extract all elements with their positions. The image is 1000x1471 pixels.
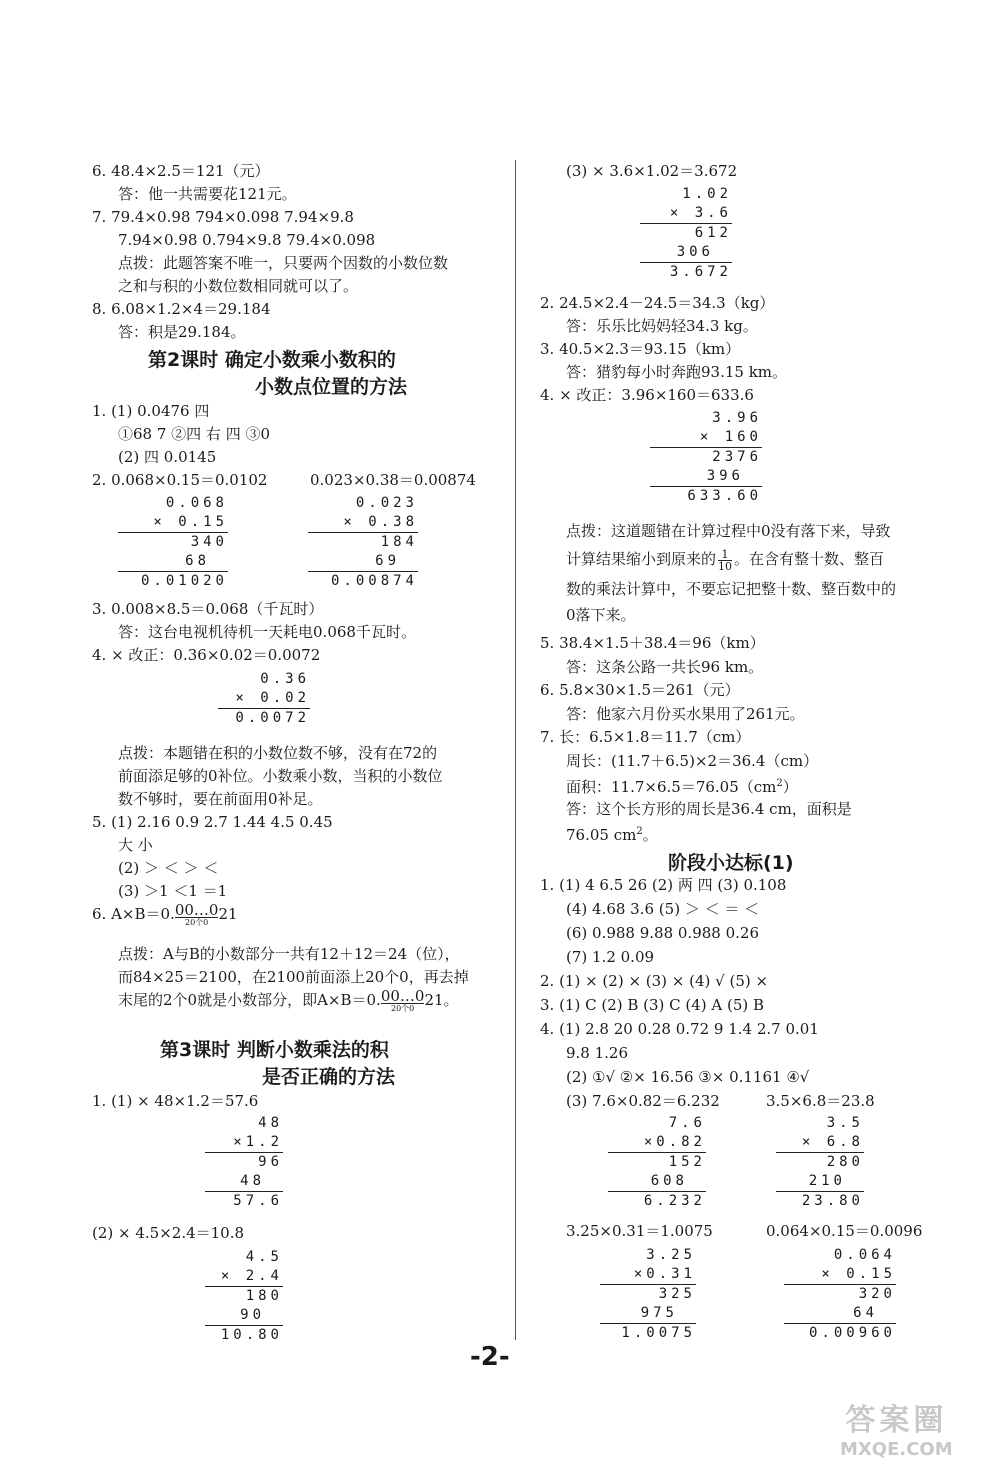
page-number: -2- xyxy=(470,1342,510,1372)
r-answer-7-area: 面积：$11.7\times 6.5=76.05(cm^2)$ xyxy=(566,778,798,796)
r-answer-7-reply: 答：这个长方形的周长是36.4 cm，面积是 xyxy=(566,800,852,818)
l3-answer-1: 1. (1) × 48×1.2＝57.6 xyxy=(92,1092,259,1110)
answer-7: 7. 79.4×0.98 794×0.098 7.94×9.8 xyxy=(92,208,354,226)
r-answer-3: (3) × 3.6×1.02＝3.672 xyxy=(566,162,738,180)
tip-7: 点拨：此题答案不唯一，只要两个因数的小数位数 xyxy=(118,254,449,272)
r-answer-6-reply: 答：他家六月份买水果用了261元。 xyxy=(566,705,805,723)
l3-answer-1-part2: (2) × 4.5×2.4＝10.8 xyxy=(92,1224,245,1242)
l2-tip-4: 点拨：本题错在积的小数位数不够，没有在72的 xyxy=(118,744,438,762)
stage-calc-line: 3.25×0.31＝1.0075 xyxy=(566,1222,713,1240)
vertical-calc: 4.5 × 2.4 180 90 10.80 xyxy=(205,1248,283,1345)
vertical-calc: 0.36 × 0.02 0.0072 xyxy=(218,670,310,728)
l2-answer-3: 3. 0.008×8.5＝0.068（千瓦时） xyxy=(92,600,324,618)
r-answer-2: 2. 24.5×2.4－24.5＝34.3（kg） xyxy=(540,294,775,312)
vertical-calc: 3.25 ×0.31 325 975 1.0075 xyxy=(600,1246,696,1343)
site-watermark: 答案圈 MXQE.COM xyxy=(840,1403,953,1460)
r-answer-5: 5. 38.4×1.5＋38.4＝96（km） xyxy=(540,634,765,652)
r-answer-2-reply: 答：乐乐比妈妈轻34.3 kg。 xyxy=(566,317,758,335)
l2-answer-3-reply: 答：这台电视机待机一天耗电0.068千瓦时。 xyxy=(118,623,416,641)
vertical-calc: 48 ×1.2 96 48 57.6 xyxy=(205,1114,283,1211)
r-answer-5-reply: 答：这条公路一共长96 km。 xyxy=(566,658,764,676)
vertical-calc: 0.064 × 0.15 320 64 0.00960 xyxy=(784,1246,896,1343)
r-answer-7-perimeter: 周长：(11.7＋6.5)×2＝36.4（cm） xyxy=(566,752,819,770)
r-answer-3b-reply: 答：猎豹每小时奔跑93.15 km。 xyxy=(566,363,788,381)
stage-answer-4-part3b: 3.5×6.8＝23.8 xyxy=(766,1092,875,1110)
r-tip-4-line3: 数的乘法计算中，不要忘记把整十数、整百数中的 xyxy=(566,580,897,598)
l2-answer-1-part2: (2) 四 0.0145 xyxy=(118,448,217,466)
l2-tip-4-line2: 前面添足够的0补位。小数乘小数，当积的小数位 xyxy=(118,767,443,785)
stage-calc-line-b: 0.064×0.15＝0.0096 xyxy=(766,1222,923,1240)
vertical-calc: 3.96 × 160 2376 396 633.60 xyxy=(650,409,762,506)
stage-answer-4: 4. (1) 2.8 20 0.28 0.72 9 1.4 2.7 0.01 xyxy=(540,1020,819,1038)
l2-answer-2b: 0.023×0.38＝0.00874 xyxy=(310,471,476,489)
stage-answer-2: 2. (1) × (2) × (3) × (4) √ (5) × xyxy=(540,972,769,990)
r-tip-4: 点拨：这道题错在计算过程中0没有落下来，导致 xyxy=(566,522,891,540)
l2-answer-1-steps: ①68 7 ②四 右 四 ③0 xyxy=(118,425,271,443)
r-tip-4-line2: 计算结果缩小到原来的 $\frac{1}{10}$ 。在含有整十数、整百 xyxy=(566,547,885,573)
lesson-3-title: 第3课时 判断小数乘法的积 xyxy=(160,1039,389,1061)
lesson-2-title: 第2课时 确定小数乘小数积的 xyxy=(148,349,396,371)
r-answer-7-reply2: 76.05 $cm^2$。 xyxy=(566,826,658,844)
lesson-2-subtitle: 小数点位置的方法 xyxy=(255,376,408,398)
stage-answer-1-part7: (7) 1.2 0.09 xyxy=(566,948,655,966)
l2-answer-5: 5. (1) 2.16 0.9 2.7 1.44 4.5 0.45 xyxy=(92,813,333,831)
vertical-calc: 7.6 ×0.82 152 608 6.232 xyxy=(608,1114,706,1211)
answer-8: 8. 6.08×1.2×4＝29.184 xyxy=(92,300,271,318)
answer-6-reply: 答：他一共需要花121元。 xyxy=(118,185,297,203)
stage-answer-1-part6: (6) 0.988 9.88 0.988 0.26 xyxy=(566,924,760,942)
l2-answer-5-part2: (2) ＞ ＜ ＞ ＜ xyxy=(118,859,219,877)
answer-6: 6. 48.4×2.5＝121（元） xyxy=(92,162,270,180)
r-answer-7: 7. 长：6.5×1.8＝11.7（cm） xyxy=(540,728,751,746)
r-tip-4-line4: 0落下来。 xyxy=(566,606,636,624)
r-answer-3b: 3. 40.5×2.3＝93.15（km） xyxy=(540,340,741,358)
stage-answer-4-part3: (3) 7.6×0.82＝6.232 xyxy=(566,1092,720,1110)
vertical-calc: 3.5 × 6.8 280 210 23.80 xyxy=(776,1114,864,1211)
vertical-calc: 1.02 × 3.6 612 306 3.672 xyxy=(640,185,732,282)
answer-8-reply: 答：积是29.184。 xyxy=(118,323,246,341)
lesson-3-subtitle: 是否正确的方法 xyxy=(262,1066,396,1088)
stage-answer-1: 1. (1) 4 6.5 26 (2) 两 四 (3) 0.108 xyxy=(540,876,787,894)
stage-answer-3: 3. (1) C (2) B (3) C (4) A (5) B xyxy=(540,996,765,1014)
l2-answer-5-line2: 大 小 xyxy=(118,836,153,854)
r-answer-6: 6. 5.8×30×1.5＝261（元） xyxy=(540,681,740,699)
l2-tip-6-line2: 而84×25＝2100，在2100前面添上20个0，再去掉 xyxy=(118,968,469,986)
l2-tip-4-line3: 数不够时，要在前面用0补足。 xyxy=(118,790,323,808)
answer-7-line2: 7.94×0.98 0.794×9.8 79.4×0.098 xyxy=(118,231,376,249)
r-answer-4: 4. × 改正：3.96×160＝633.6 xyxy=(540,386,754,404)
vertical-calc: 0.023 × 0.38 184 69 0.00874 xyxy=(308,494,418,591)
stage-answer-1-part4: (4) 4.68 3.6 (5) ＞ ＜ ＝ ＜ xyxy=(566,900,760,918)
l2-tip-6-line3: 末尾的2个0就是小数部分，即A×B＝0.00…0 20个0 21。 xyxy=(118,987,459,1013)
column-divider xyxy=(515,160,516,1340)
vertical-calc: 0.068 × 0.15 340 68 0.01020 xyxy=(118,494,228,591)
l2-answer-5-part3: (3) ＞1 ＜1 ＝1 xyxy=(118,882,228,900)
stage-answer-4-part2: (2) ①√ ②× 16.56 ③× 0.1161 ④√ xyxy=(566,1068,810,1086)
l2-answer-4: 4. × 改正：0.36×0.02＝0.0072 xyxy=(92,646,321,664)
l2-answer-1: 1. (1) 0.0476 四 xyxy=(92,402,210,420)
l2-answer-2: 2. 0.068×0.15＝0.0102 xyxy=(92,471,268,489)
stage-answer-4-line2: 9.8 1.26 xyxy=(566,1044,629,1062)
tip-7-line2: 之和与积的小数位数相同就可以了。 xyxy=(118,277,359,295)
l2-tip-6: 点拨：A与B的小数部分一共有12＋12＝24（位）， xyxy=(118,945,460,963)
l2-answer-6: 6. A×B＝0.00…0 20个0 21 xyxy=(92,901,238,927)
stage-test-title: 阶段小达标(1) xyxy=(668,852,794,874)
